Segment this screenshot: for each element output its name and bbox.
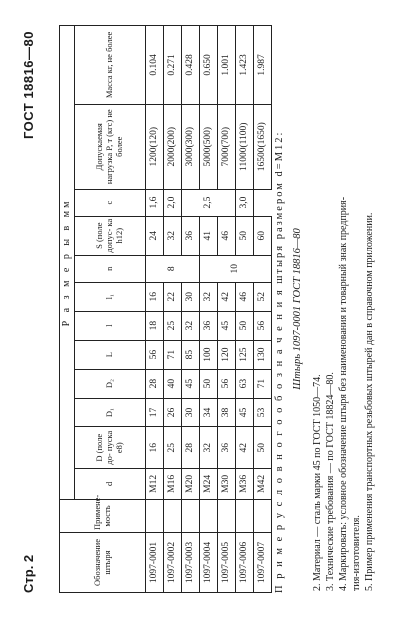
cell-n-group-2: 10 [200, 255, 272, 282]
cell-D: 50 [254, 427, 272, 468]
table-row [182, 26, 200, 593]
cell-c: 3,0 [236, 189, 254, 216]
cell-S: 46 [218, 216, 236, 255]
cell-d: M12 [146, 468, 164, 499]
table-row [218, 26, 236, 593]
cell-designation: 1097-0004 [200, 533, 218, 593]
cell-applicability [254, 499, 272, 532]
table-row [254, 26, 272, 593]
col-header-n: n [75, 255, 146, 282]
cell-mass: 0.271 [164, 26, 182, 105]
col-header-S: S (поле допус- ка h12) [75, 216, 146, 255]
col-header-l: l [75, 311, 146, 340]
cell-D1: 17 [146, 398, 164, 427]
cell-D2: 56 [218, 369, 236, 398]
page-label: Стр. 2 [21, 554, 36, 593]
cell-S: 24 [146, 216, 164, 255]
cell-D1: 34 [200, 398, 218, 427]
note-item: 4. Маркировать: условное обозначение штыря без наименования и товарный знак предприя- [338, 196, 349, 591]
cell-designation: 1097-0006 [236, 533, 254, 593]
cell-D2: 71 [254, 369, 272, 398]
cell-l: 56 [254, 311, 272, 340]
cell-L: 56 [146, 340, 164, 369]
cell-l: 25 [164, 311, 182, 340]
col-header-l1: l₁ [75, 282, 146, 311]
cell-d: M36 [236, 468, 254, 499]
cell-D2: 50 [200, 369, 218, 398]
cell-c: 1,6 [146, 189, 164, 216]
cell-S: 50 [236, 216, 254, 255]
cell-c [254, 189, 272, 216]
cell-l: 36 [200, 311, 218, 340]
cell-d: M16 [164, 468, 182, 499]
notes-block [311, 25, 376, 593]
cell-l: 32 [182, 311, 200, 340]
cell-load: 1200(120) [146, 104, 164, 189]
table-row [236, 26, 254, 593]
cell-L: 130 [254, 340, 272, 369]
cell-d: M24 [200, 468, 218, 499]
cell-D1: 38 [218, 398, 236, 427]
cell-D2: 28 [146, 369, 164, 398]
cell-l1: 32 [200, 282, 218, 311]
cell-D2: 45 [182, 369, 200, 398]
cell-D: 42 [236, 427, 254, 468]
cell-n-group-1: 8 [146, 255, 200, 282]
cell-D: 16 [146, 427, 164, 468]
cell-l1: 52 [254, 282, 272, 311]
cell-designation: 1097-0001 [146, 533, 164, 593]
col-header-mass: Масса кг, не более [75, 26, 146, 105]
cell-L: 125 [236, 340, 254, 369]
designation-example-heading: П р и м е р у с л о в н о г о о б о з н а ч е н и я штыря размером d=M12: [274, 130, 285, 593]
note-item: 2. Материал — сталь марки 45 по ГОСТ 1050—74. [312, 374, 323, 591]
cell-d: M20 [182, 468, 200, 499]
cell-mass: 0.104 [146, 26, 164, 105]
cell-c [182, 189, 200, 216]
cell-D: 36 [218, 427, 236, 468]
col-header-D1: D₁ [75, 398, 146, 427]
cell-D: 28 [182, 427, 200, 468]
cell-c: 2,5 [200, 189, 218, 216]
cell-D: 32 [200, 427, 218, 468]
cell-L: 71 [164, 340, 182, 369]
cell-l1: 30 [182, 282, 200, 311]
cell-l: 18 [146, 311, 164, 340]
cell-l1: 42 [218, 282, 236, 311]
cell-d: M30 [218, 468, 236, 499]
cell-l1: 22 [164, 282, 182, 311]
cell-L: 120 [218, 340, 236, 369]
cell-S: 41 [200, 216, 218, 255]
col-header-c: c [75, 189, 146, 216]
cell-L: 85 [182, 340, 200, 369]
col-header-L: L [75, 340, 146, 369]
col-header-applicability: Примене- мость [60, 499, 146, 532]
designation-example-mark: Штырь 1097-0001 ГОСТ 18816—80 [292, 228, 303, 390]
cell-designation: 1097-0005 [218, 533, 236, 593]
cell-D1: 30 [182, 398, 200, 427]
cell-D: 25 [164, 427, 182, 468]
col-header-load: Допускаемая нагрузка P, т (кгс) не более [75, 104, 146, 189]
cell-applicability [218, 499, 236, 532]
table-row [200, 26, 218, 593]
cell-l1: 46 [236, 282, 254, 311]
cell-l: 50 [236, 311, 254, 340]
page-header [19, 25, 41, 593]
table-row [146, 26, 164, 593]
note-item: тия-изготовителя. [351, 515, 362, 591]
cell-mass: 0.650 [200, 26, 218, 105]
cell-designation: 1097-0002 [164, 533, 182, 593]
cell-c: 2,0 [164, 189, 182, 216]
cell-l1: 16 [146, 282, 164, 311]
table-row [164, 26, 182, 593]
col-header-D: D (поле до- пуска e8) [75, 427, 146, 468]
group-header-dimensions: Р а з м е р ы в мм [60, 26, 75, 500]
cell-designation: 1097-0007 [254, 533, 272, 593]
cell-D2: 63 [236, 369, 254, 398]
cell-load: 2000(200) [164, 104, 182, 189]
cell-load: 3000(300) [182, 104, 200, 189]
note-item: 3. Технические требования — по ГОСТ 18824—80. [325, 372, 336, 591]
cell-applicability [146, 499, 164, 532]
dimensions-table [59, 25, 272, 593]
col-header-designation: Обозначение штыря [60, 533, 146, 593]
cell-mass: 0.428 [182, 26, 200, 105]
cell-applicability [200, 499, 218, 532]
cell-D1: 53 [254, 398, 272, 427]
cell-d: M42 [254, 468, 272, 499]
cell-mass: 1.001 [218, 26, 236, 105]
col-header-d: d [75, 468, 146, 499]
cell-L: 100 [200, 340, 218, 369]
cell-load: 16500(1650) [254, 104, 272, 189]
cell-l: 45 [218, 311, 236, 340]
cell-load: 11000(1100) [236, 104, 254, 189]
rotated-page-content [19, 25, 403, 593]
cell-load: 7000(700) [218, 104, 236, 189]
standard-code: ГОСТ 18816—80 [21, 31, 36, 140]
cell-mass: 1.423 [236, 26, 254, 105]
cell-mass: 1.987 [254, 26, 272, 105]
cell-designation: 1097-0003 [182, 533, 200, 593]
cell-applicability [182, 499, 200, 532]
cell-S: 60 [254, 216, 272, 255]
cell-D2: 40 [164, 369, 182, 398]
cell-applicability [236, 499, 254, 532]
cell-D1: 26 [164, 398, 182, 427]
cell-D1: 45 [236, 398, 254, 427]
cell-S: 36 [182, 216, 200, 255]
cell-c [218, 189, 236, 216]
note-item: 5. Пример применения транспортных резьбовых штырей дан в справочном приложении. [364, 212, 375, 591]
cell-load: 5000(500) [200, 104, 218, 189]
cell-applicability [164, 499, 182, 532]
col-header-D2: D₂ [75, 369, 146, 398]
cell-S: 32 [164, 216, 182, 255]
